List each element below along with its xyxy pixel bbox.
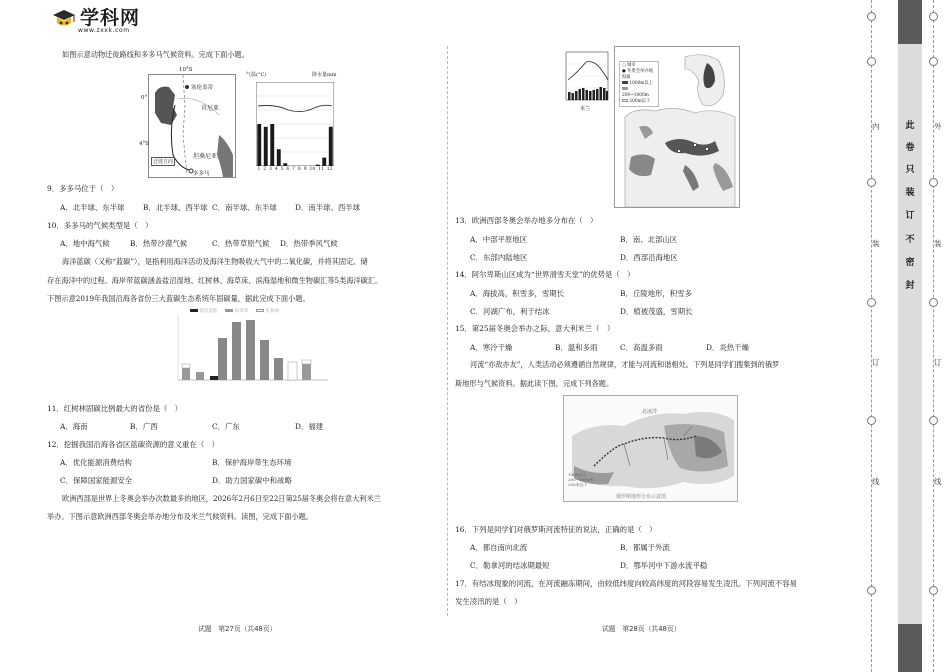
- binding-hole: [867, 298, 876, 307]
- binding-char: 封: [905, 281, 915, 291]
- legend-item-3: 红树林: [256, 308, 279, 314]
- legend-low: 200m以下: [622, 99, 656, 105]
- russia-terrain-map: [563, 395, 738, 502]
- precip-bar: [322, 158, 326, 166]
- q10-option-c[interactable]: C．热带草原气候: [212, 239, 270, 248]
- month-tick-label: 4: [274, 167, 278, 172]
- q14-option-c[interactable]: C．河湖广布，利于结冰: [470, 307, 550, 316]
- map-lat-label-1: 10°S: [179, 67, 193, 73]
- q14-stem: 14．阿尔卑斯山区成为“世界滑雪天堂”的优势是（ ）: [455, 270, 635, 279]
- q14-option-b[interactable]: B．丘陵地形，积雪多: [620, 289, 692, 298]
- q15-stem: 15．第25届冬奥会举办之际，意大利米兰（ ）: [455, 324, 615, 333]
- legend-mid: 200~1000m: [622, 87, 656, 99]
- q14-option-a[interactable]: A．海拔高，积雪多，雪期长: [470, 289, 565, 298]
- q14-option-d[interactable]: D．植被茂盛，雪期长: [620, 307, 693, 316]
- q12-option-c[interactable]: C．保障国家能源安全: [60, 476, 133, 485]
- q11-option-a[interactable]: A．海南: [60, 422, 88, 431]
- intro-paragraph-4-line-2: 斯地形与气候资料。据此读下图，完成下列各题。: [455, 379, 614, 388]
- logo-url: www.zxxk.com: [78, 27, 130, 34]
- precip-bar: [329, 127, 333, 166]
- russia-legend-high: 1000以上: [568, 472, 587, 477]
- binding-hole: [867, 178, 876, 187]
- milan-climate-chart: [562, 50, 612, 112]
- climate-month-axis: [256, 167, 334, 172]
- binding-side-label: 外: [934, 122, 942, 131]
- q10-stem: 10．多多马的气候类型是（ ）: [47, 221, 153, 230]
- intro-paragraph-2-line-3: 下图示意2019年我国沿海各省份三大蓝碳生态系统年固碳量，据此完成下面小题。: [47, 294, 310, 303]
- precip-bar: [316, 165, 320, 166]
- month-tick-label: 8: [297, 167, 301, 172]
- q10-option-a[interactable]: A．地中海气候: [60, 239, 110, 248]
- russia-legend-mid: 200~1000米: [568, 477, 594, 482]
- precip-bar: [283, 163, 287, 166]
- russia-legend-low: 200米以下: [568, 482, 588, 487]
- milan-label: 米兰: [580, 106, 591, 112]
- binding-hole: [929, 178, 938, 187]
- q11-option-d[interactable]: D．福建: [295, 422, 324, 431]
- binding-char: 密: [905, 258, 915, 268]
- binding-side-label: 内: [872, 122, 880, 131]
- q12-stem: 12．挖掘我国沿海各省区蓝碳资源的意义重在（ ）: [47, 440, 220, 449]
- binding-side-label: 订: [872, 358, 880, 367]
- q10-option-d[interactable]: D．热带季风气候: [280, 239, 338, 248]
- binding-char: 装: [905, 188, 915, 198]
- intro-paragraph-3-line-1: 欧洲西部是世界上冬奥会举办次数最多的地区，2026年2月6日至22日第25届冬奥会将在意大利米兰: [62, 494, 381, 503]
- q12-option-a[interactable]: A．优化能源消费结构: [60, 458, 132, 467]
- graduation-cap-icon: [52, 8, 76, 30]
- q16-option-a[interactable]: A．都自南向北流: [470, 543, 528, 552]
- q16-option-b[interactable]: B．都属于外流: [620, 543, 670, 552]
- legend-elevation: 海拔: [622, 75, 631, 80]
- binding-side-label: 装: [934, 239, 942, 248]
- binding-hole: [929, 416, 938, 425]
- russia-label-arctic: 北冰洋: [642, 409, 658, 415]
- legend-high: 1000m以上: [622, 81, 656, 87]
- binding-char: 订: [905, 211, 915, 221]
- q17-stem-line-1: 17．有结冰现象的河流，在河流融冻期间，由较低纬度向较高纬度的河段容易发生凌汛。下列河流不容易: [455, 579, 797, 588]
- binding-side-label: 线: [934, 477, 942, 486]
- dodoma-climate-chart: [246, 72, 342, 176]
- binding-line-left: [871, 0, 872, 672]
- page-footer-left: 试题 第27页（共48页）: [198, 625, 277, 633]
- q11-stem: 11．红树林固碳比例最大的省份是（ ）: [47, 404, 183, 413]
- binding-hole: [867, 57, 876, 66]
- russia-map-caption: 俄罗斯地形分布示意图: [616, 494, 667, 500]
- map-label-kenya: 肯尼亚: [201, 105, 220, 112]
- q11-option-b[interactable]: B．广西: [130, 422, 158, 431]
- precip-bar: [264, 127, 268, 166]
- binding-strip-top: [898, 0, 922, 44]
- column-divider: [447, 46, 448, 616]
- q16-option-c[interactable]: C．勒拿河的结冰期最短: [470, 561, 550, 570]
- legend-item-1: 盐沼湿地: [190, 308, 217, 314]
- binding-char: 卷: [905, 143, 915, 153]
- logo-name: 学科网: [80, 7, 141, 29]
- q15-option-d[interactable]: D．炎热干燥: [706, 343, 749, 352]
- intro-paragraph-2-line-1: 海洋蓝碳（又称“蓝碳”），是指利用海洋活动及海洋生物吸收大气中的二氧化碳，并将其固定、储: [62, 257, 368, 266]
- q12-option-d[interactable]: D．助力国家碳中和战略: [212, 476, 292, 485]
- bar-chart-plot: [160, 312, 330, 382]
- binding-hole: [929, 298, 938, 307]
- month-tick-label: 7: [292, 167, 296, 172]
- month-tick-label: 12: [326, 167, 333, 172]
- month-tick-label: 1: [257, 167, 261, 172]
- intro-paragraph-4-line-1: 河流“亦敌亦友”，人类活动必须遵循自然规律，才能与河流和谐相处。下列是同学们搜集到的俄罗: [470, 360, 780, 369]
- month-tick-label: 10: [309, 167, 316, 172]
- map-lat-label-3: 4°S: [139, 141, 150, 147]
- binding-char: 只: [905, 165, 915, 175]
- binding-side-label: 订: [934, 358, 942, 367]
- binding-strip-bottom: [898, 624, 922, 672]
- q13-option-c[interactable]: C．东部内陆地区: [470, 253, 528, 262]
- intro-paragraph-2-line-2: 存在海洋中的过程。海岸带蓝碳涵盖盐沼湿地、红树林、海草床、滨海湿地和微生物碳汇等5类海洋碳汇。: [47, 276, 383, 285]
- month-tick-label: 2: [263, 167, 267, 172]
- q15-option-c[interactable]: C．高温多雨: [620, 343, 663, 352]
- month-tick-label: 6: [286, 167, 290, 172]
- binding-hole: [867, 416, 876, 425]
- q13-option-b[interactable]: B．南、北部山区: [620, 235, 678, 244]
- q16-stem: 16．下列是同学们对俄罗斯河流特征的说法，正确的是（ ）: [455, 525, 657, 534]
- binding-hole: [929, 57, 938, 66]
- map-label-serengeti: 塞伦盖蒂: [191, 85, 214, 91]
- europe-map: [614, 46, 740, 208]
- q17-stem-line-2: 发生凌汛的是（ ）: [455, 597, 522, 606]
- map-label-tanzania: 坦桑尼亚: [193, 153, 218, 160]
- binding-side-label: 装: [872, 239, 880, 248]
- page-footer-right: 试题 第28页（共48页）: [602, 625, 681, 633]
- binding-side-label: 线: [872, 477, 880, 486]
- migration-map: [139, 67, 236, 178]
- milan-climate-plot: [562, 50, 612, 102]
- q9-stem: 9．多多马位于（ ）: [47, 184, 119, 193]
- map-label-dodoma: 多多马: [193, 171, 210, 177]
- q9-option-c[interactable]: C．南半球、东半球: [212, 203, 277, 212]
- map-lat-label-2: 0°: [141, 95, 148, 101]
- q11-option-c[interactable]: C．广东: [212, 422, 240, 431]
- q10-option-b[interactable]: B．热带沙漠气候: [130, 239, 188, 248]
- precip-bar: [270, 124, 274, 166]
- climate-plot: [256, 82, 334, 166]
- q12-option-b[interactable]: B．保护海岸带生态环境: [212, 458, 292, 467]
- q16-option-d[interactable]: D．鄂毕河中下游水流平稳: [620, 561, 708, 570]
- legend-city: ○ 城市: [622, 63, 636, 68]
- blue-carbon-bar-chart: [160, 306, 330, 384]
- site-logo[interactable]: [52, 8, 140, 34]
- precip-bar: [277, 149, 281, 166]
- binding-char: 此: [905, 121, 915, 131]
- russia-legend: [568, 472, 593, 487]
- q13-option-d[interactable]: D．西部沿海地区: [620, 253, 678, 262]
- binding-strip: [898, 44, 922, 624]
- q15-option-a[interactable]: A．寒冷干燥: [470, 343, 513, 352]
- q13-stem: 13．欧洲西部冬奥会举办地多分布在（ ）: [455, 216, 598, 225]
- month-tick-label: 9: [303, 167, 307, 172]
- binding-hole: [867, 12, 876, 21]
- binding-hole: [867, 586, 876, 595]
- europe-map-legend: [619, 61, 659, 107]
- map-label-migration: 迁徙方向: [153, 159, 174, 165]
- intro-paragraph-1: 如图示意动物迁徙路线和多多马气候资料。完成下面小题。: [62, 50, 249, 59]
- binding-hole: [929, 586, 938, 595]
- q15-option-b[interactable]: B．温和多雨: [555, 343, 598, 352]
- legend-venue: ● 冬奥会举办地: [622, 69, 653, 74]
- month-tick-label: 11: [318, 167, 324, 172]
- binding-char: 不: [905, 235, 915, 245]
- q9-option-d[interactable]: D．南半球、西半球: [295, 203, 361, 212]
- intro-paragraph-3-line-2: 举办。下图示意欧洲西部冬奥会举办地分布及米兰气候资料。读图，完成下面小题。: [47, 512, 313, 521]
- q9-option-a[interactable]: A．北半球、东半球: [60, 203, 125, 212]
- climate-precip-label: 降水量mm: [312, 72, 337, 78]
- climate-temp-label: 气温(°C): [246, 72, 267, 78]
- precip-bar: [257, 124, 261, 166]
- q13-option-a[interactable]: A．中部平原地区: [470, 235, 528, 244]
- binding-line-right: [933, 0, 934, 672]
- month-tick-label: 5: [280, 167, 284, 172]
- q9-option-b[interactable]: B．北半球、西半球: [143, 203, 208, 212]
- month-tick-label: 3: [269, 167, 272, 172]
- binding-hole: [929, 12, 938, 21]
- legend-item-2: 海草床: [225, 308, 248, 314]
